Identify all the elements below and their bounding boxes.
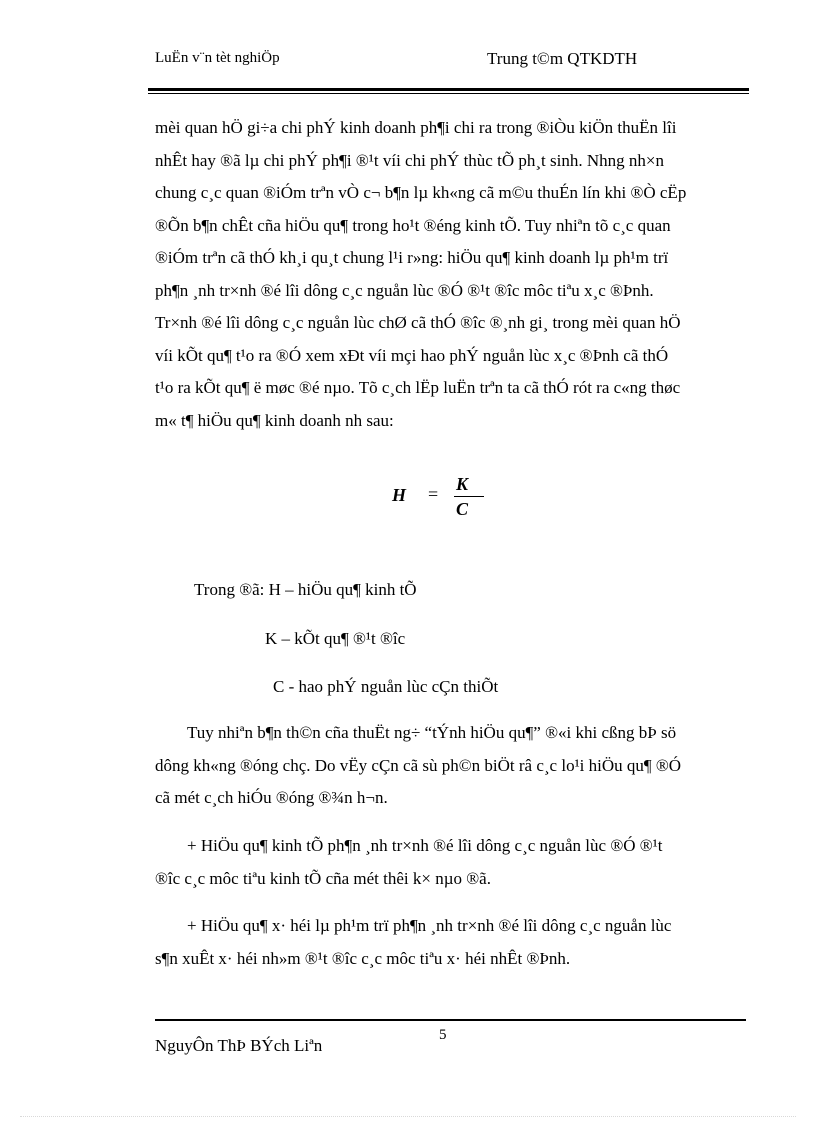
header-rule-thin <box>148 93 749 94</box>
text-line: ®iÓm trªn cã thÓ kh¸i qu¸t chung l¹i r»ng: hiÖu qu¶ kinh doanh lµ ph¹m trï <box>155 248 669 267</box>
page-edge-dotted-line <box>20 1116 796 1117</box>
footer-rule <box>155 1019 746 1021</box>
text-line: ph¶n ¸nh tr×nh ®é lîi dông c¸c nguån lùc ®Ó ®¹t ®îc môc tiªu x¸c ®Þnh. <box>155 280 654 300</box>
text-line: Tr×nh ®é lîi dông c¸c nguån lùc chØ cã thÓ ®îc ®¸nh gi¸ trong mèi quan hÖ <box>155 313 681 332</box>
text-line: + HiÖu qu¶ kinh tÕ ph¶n ¸nh tr×nh ®é lîi dông c¸c nguån lùc ®Ó ®¹t <box>187 836 663 855</box>
text-line: s¶n xuÊt x· héi nh»m ®¹t ®îc c¸c môc tiªu x· héi nhÊt ®Þnh. <box>155 948 571 968</box>
text-line: chung c¸c quan ®iÓm trªn vÒ c¬ b¶n lµ kh«ng cã m©u thuÉn lín khi ®Ò cËp <box>155 183 687 202</box>
text-line: mèi quan hÖ gi÷a chi phÝ kinh doanh ph¶i chi ra trong ®iÒu kiÖn thuËn lîi <box>155 118 677 137</box>
text-line: Tuy nhiªn b¶n th©n cña thuËt ng÷ “tÝnh hiÖu qu¶” ®«i khi cßng bÞ sö <box>187 723 677 742</box>
page-number: 5 <box>439 1027 447 1043</box>
text-line: cã mét c¸ch hiÓu ®óng ®¾n h¬n. <box>155 788 388 807</box>
paragraph-economic-efficiency <box>155 830 756 895</box>
intro-paragraph <box>155 112 756 437</box>
definition-h: Trong ®ã: H – hiÖu qu¶ kinh tÕ <box>194 580 417 599</box>
fraction-bar <box>454 496 484 497</box>
header-rule-thick <box>148 88 749 91</box>
formula-numerator: K <box>456 474 469 494</box>
paragraph-social-efficiency <box>155 910 756 975</box>
text-line: víi kÕt qu¶ t¹o ra ®Ó xem xÐt víi mçi hao phÝ nguån lùc x¸c ®Þnh cã thÓ <box>155 345 669 365</box>
header-thesis-title: LuËn v¨n tèt nghiÖp <box>155 50 280 66</box>
text-line: + HiÖu qu¶ x· héi lµ ph¹m trï ph¶n ¸nh tr×nh ®é lîi dông c¸c nguån lùc <box>187 916 672 935</box>
formula-lhs: H <box>392 485 407 505</box>
formula-equals: = <box>428 484 439 504</box>
footer-author: NguyÔn ThÞ BÝch Liªn <box>155 1036 323 1055</box>
text-line: dông kh«ng ®óng chç. Do vËy cÇn cã sù ph©n biÖt râ c¸c lo¹i hiÖu qu¶ ®Ó <box>155 755 682 775</box>
efficiency-formula <box>390 474 500 524</box>
definition-k: K – kÕt qu¶ ®¹t ®îc <box>265 629 406 648</box>
text-line: nhÊt hay ®ã lµ chi phÝ ph¶i ®¹t víi chi phÝ thùc tÕ ph¸t sinh. Nhng nh×n <box>155 150 664 170</box>
definition-c: C - hao phÝ nguån lùc cÇn thiÕt <box>273 677 499 696</box>
formula-denominator: C <box>456 499 469 519</box>
text-line: ®îc c¸c môc tiªu kinh tÕ cña mét thêi k× nµo ®ã. <box>155 868 491 888</box>
text-line: m« t¶ hiÖu qu¶ kinh doanh nh sau: <box>155 410 394 430</box>
text-line: t¹o ra kÕt qu¶ ë møc ®é nµo. Tõ c¸ch lËp luËn trªn ta cã thÓ rót ra c«ng thøc <box>155 378 681 397</box>
text-line: ®Õn b¶n chÊt cña hiÖu qu¶ trong ho¹t ®éng kinh tÕ. Tuy nhiªn tõ c¸c quan <box>155 215 671 235</box>
paragraph-terminology <box>155 717 756 815</box>
header-center-name: Trung t©m QTKDTH <box>487 49 638 68</box>
